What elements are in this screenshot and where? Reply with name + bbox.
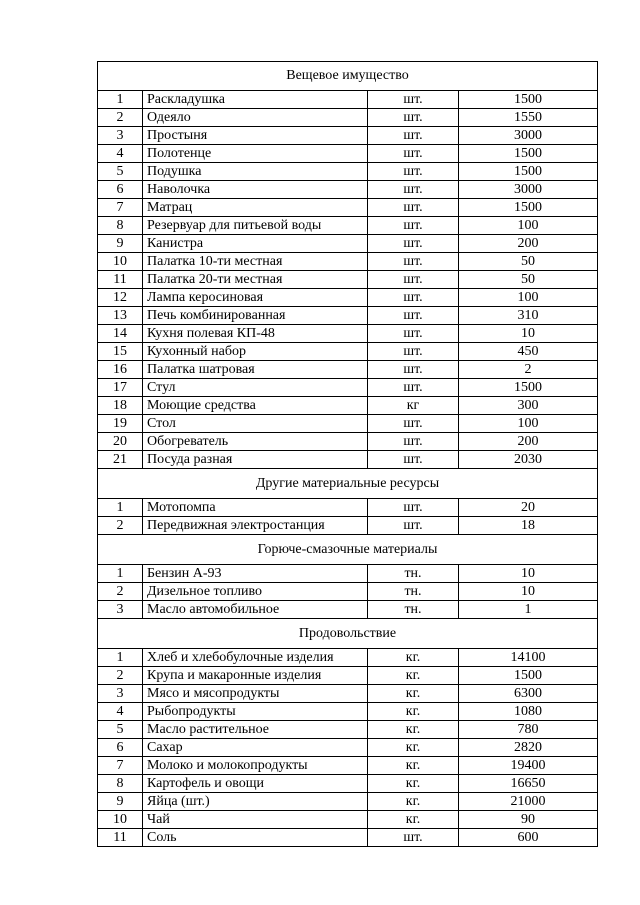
row-number: 2 [98,517,143,535]
item-quantity: 90 [459,811,598,829]
item-unit: кг. [368,739,459,757]
table-row [98,289,598,307]
row-number: 17 [98,379,143,397]
item-quantity: 1 [459,601,598,619]
item-unit: кг. [368,667,459,685]
row-number: 9 [98,793,143,811]
row-number: 11 [98,271,143,289]
table-row [98,433,598,451]
item-name: Яйца (шт.) [143,793,368,811]
table-row [98,379,598,397]
item-name: Масло автомобильное [143,601,368,619]
inventory-table-body [98,62,598,847]
table-row [98,343,598,361]
table-row [98,235,598,253]
table-row [98,775,598,793]
item-unit: шт. [368,361,459,379]
table-row [98,757,598,775]
item-name: Дизельное топливо [143,583,368,601]
item-quantity: 200 [459,433,598,451]
row-number: 18 [98,397,143,415]
section-title: Продовольствие [98,619,598,649]
table-row [98,667,598,685]
row-number: 1 [98,649,143,667]
section-header-row [98,619,598,649]
item-quantity: 18 [459,517,598,535]
table-row [98,829,598,847]
item-quantity: 100 [459,217,598,235]
item-name: Бензин А-93 [143,565,368,583]
table-row [98,649,598,667]
item-name: Стол [143,415,368,433]
section-title: Горюче-смазочные материалы [98,535,598,565]
row-number: 3 [98,127,143,145]
table-row [98,565,598,583]
item-name: Мясо и мясопродукты [143,685,368,703]
item-name: Раскладушка [143,91,368,109]
row-number: 5 [98,721,143,739]
item-quantity: 2030 [459,451,598,469]
table-row [98,91,598,109]
section-title: Вещевое имущество [98,62,598,91]
table-row [98,217,598,235]
item-name: Сахар [143,739,368,757]
item-name: Чай [143,811,368,829]
item-quantity: 3000 [459,127,598,145]
item-quantity: 1500 [459,667,598,685]
item-name: Кухонный набор [143,343,368,361]
table-row [98,793,598,811]
item-name: Обогреватель [143,433,368,451]
item-quantity: 14100 [459,649,598,667]
item-name: Передвижная электростанция [143,517,368,535]
row-number: 13 [98,307,143,325]
item-name: Моющие средства [143,397,368,415]
item-quantity: 1500 [459,199,598,217]
table-row [98,145,598,163]
row-number: 3 [98,685,143,703]
item-name: Печь комбинированная [143,307,368,325]
item-unit: кг. [368,685,459,703]
item-unit: кг. [368,649,459,667]
table-row [98,271,598,289]
item-unit: шт. [368,199,459,217]
item-unit: кг. [368,757,459,775]
row-number: 7 [98,757,143,775]
item-name: Подушка [143,163,368,181]
row-number: 1 [98,565,143,583]
row-number: 15 [98,343,143,361]
item-quantity: 310 [459,307,598,325]
item-name: Посуда разная [143,451,368,469]
item-quantity: 1500 [459,163,598,181]
item-unit: шт. [368,217,459,235]
row-number: 20 [98,433,143,451]
row-number: 3 [98,601,143,619]
item-quantity: 19400 [459,757,598,775]
item-quantity: 300 [459,397,598,415]
item-unit: шт. [368,325,459,343]
row-number: 1 [98,499,143,517]
item-name: Полотенце [143,145,368,163]
item-unit: шт. [368,379,459,397]
item-unit: тн. [368,583,459,601]
table-row [98,739,598,757]
item-unit: шт. [368,451,459,469]
section-header-row [98,62,598,91]
item-unit: шт. [368,253,459,271]
table-row [98,601,598,619]
item-name: Наволочка [143,181,368,199]
item-name: Мотопомпа [143,499,368,517]
item-unit: тн. [368,601,459,619]
section-header-row [98,469,598,499]
item-unit: шт. [368,91,459,109]
item-name: Картофель и овощи [143,775,368,793]
table-row [98,583,598,601]
row-number: 10 [98,253,143,271]
item-unit: кг. [368,793,459,811]
table-row [98,199,598,217]
row-number: 6 [98,739,143,757]
item-name: Рыбопродукты [143,703,368,721]
row-number: 4 [98,145,143,163]
item-quantity: 1500 [459,91,598,109]
item-unit: шт. [368,829,459,847]
item-quantity: 100 [459,289,598,307]
item-name: Лампа керосиновая [143,289,368,307]
item-quantity: 16650 [459,775,598,793]
table-row [98,721,598,739]
item-unit: шт. [368,271,459,289]
item-name: Канистра [143,235,368,253]
item-unit: шт. [368,235,459,253]
section-header-row [98,535,598,565]
item-name: Одеяло [143,109,368,127]
row-number: 5 [98,163,143,181]
item-name: Палатка 20-ти местная [143,271,368,289]
item-unit: шт. [368,145,459,163]
table-row [98,361,598,379]
row-number: 21 [98,451,143,469]
item-quantity: 10 [459,583,598,601]
item-name: Крупа и макаронные изделия [143,667,368,685]
item-quantity: 6300 [459,685,598,703]
row-number: 7 [98,199,143,217]
item-unit: шт. [368,289,459,307]
item-name: Кухня полевая КП-48 [143,325,368,343]
table-row [98,307,598,325]
item-unit: шт. [368,127,459,145]
item-name: Простыня [143,127,368,145]
item-unit: тн. [368,565,459,583]
row-number: 2 [98,583,143,601]
row-number: 16 [98,361,143,379]
item-quantity: 20 [459,499,598,517]
row-number: 6 [98,181,143,199]
item-name: Стул [143,379,368,397]
inventory-sheet [97,61,597,847]
item-quantity: 1500 [459,145,598,163]
item-unit: кг. [368,703,459,721]
item-unit: шт. [368,109,459,127]
row-number: 11 [98,829,143,847]
item-quantity: 2820 [459,739,598,757]
item-name: Соль [143,829,368,847]
item-quantity: 1080 [459,703,598,721]
table-row [98,415,598,433]
table-row [98,325,598,343]
table-row [98,685,598,703]
item-quantity: 450 [459,343,598,361]
item-unit: шт. [368,415,459,433]
table-row [98,127,598,145]
item-name: Матрац [143,199,368,217]
table-row [98,499,598,517]
row-number: 1 [98,91,143,109]
item-name: Хлеб и хлебобулочные изделия [143,649,368,667]
item-unit: шт. [368,307,459,325]
item-name: Палатка 10-ти местная [143,253,368,271]
item-quantity: 10 [459,565,598,583]
item-quantity: 2 [459,361,598,379]
row-number: 9 [98,235,143,253]
item-quantity: 780 [459,721,598,739]
table-row [98,517,598,535]
row-number: 4 [98,703,143,721]
item-quantity: 600 [459,829,598,847]
item-unit: шт. [368,499,459,517]
item-unit: шт. [368,163,459,181]
table-row [98,253,598,271]
item-quantity: 200 [459,235,598,253]
row-number: 14 [98,325,143,343]
item-name: Масло растительное [143,721,368,739]
item-quantity: 50 [459,271,598,289]
table-row [98,181,598,199]
row-number: 8 [98,217,143,235]
item-quantity: 21000 [459,793,598,811]
item-unit: шт. [368,343,459,361]
item-name: Палатка шатровая [143,361,368,379]
item-name: Резервуар для питьевой воды [143,217,368,235]
item-quantity: 3000 [459,181,598,199]
table-row [98,109,598,127]
row-number: 19 [98,415,143,433]
item-unit: шт. [368,517,459,535]
item-quantity: 10 [459,325,598,343]
row-number: 10 [98,811,143,829]
item-name: Молоко и молокопродукты [143,757,368,775]
row-number: 12 [98,289,143,307]
row-number: 2 [98,667,143,685]
item-unit: шт. [368,433,459,451]
row-number: 8 [98,775,143,793]
item-unit: кг. [368,811,459,829]
item-unit: кг [368,397,459,415]
item-quantity: 1550 [459,109,598,127]
table-row [98,703,598,721]
item-unit: шт. [368,181,459,199]
table-row [98,163,598,181]
section-title: Другие материальные ресурсы [98,469,598,499]
table-row [98,811,598,829]
item-unit: кг. [368,775,459,793]
row-number: 2 [98,109,143,127]
item-quantity: 1500 [459,379,598,397]
table-row [98,451,598,469]
table-row [98,397,598,415]
item-unit: кг. [368,721,459,739]
item-quantity: 50 [459,253,598,271]
inventory-table [97,61,598,847]
item-quantity: 100 [459,415,598,433]
